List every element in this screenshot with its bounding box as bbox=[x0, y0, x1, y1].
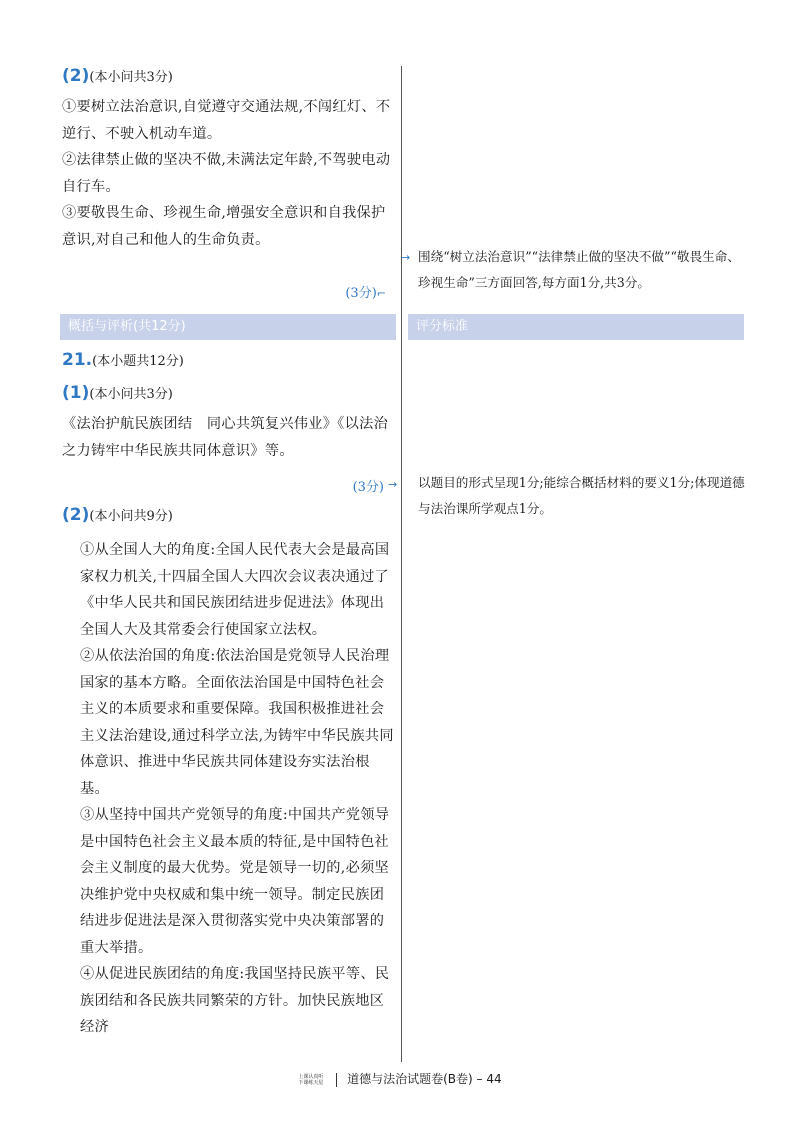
q21-title: (本小题共12分) bbox=[92, 354, 184, 369]
q21-part2-paragraph-2: ②从依法治国的角度:依法治国是党领导人民治理国家的基本方略。全面依法治国是中国特色社会主义的本质要求和重要保障。我国积极推进社会主义法治建设,通过科学立法,为铸牢中华民族共同体意识、推进中华民族共同体建设夯实法治根基。 bbox=[80, 648, 394, 797]
section-band-right: 评分标准 bbox=[408, 314, 744, 340]
part2-title: (本小问共3分) bbox=[89, 70, 173, 85]
part2-scoring-note bbox=[418, 244, 748, 296]
arrow-icon: ⌐ bbox=[376, 287, 386, 300]
q21-part2-number: (2) bbox=[62, 505, 90, 525]
q21-part1-number: (1) bbox=[62, 383, 90, 403]
footer-logo bbox=[298, 1074, 326, 1086]
footer-logo-line1: 上课认真听 bbox=[298, 1073, 324, 1080]
q21-part1-score: (3分) bbox=[352, 480, 384, 495]
q21-part1-answer bbox=[62, 411, 396, 464]
q21-number: 21. bbox=[62, 350, 93, 370]
part2-score-text: (3分) bbox=[345, 286, 377, 301]
part2-note-text: 围绕“树立法治意识”“法律禁止做的坚决不做”“敬畏生命、珍视生命”三方面回答,每方面1分,共3分。 bbox=[418, 249, 740, 290]
part2-paragraph-3: ③要敬畏生命、珍视生命,增强安全意识和自我保护意识,对自己和他人的生命负责。 bbox=[62, 205, 386, 248]
q21-part2-answer bbox=[80, 537, 396, 1041]
q21-part1-note-text: 以题目的形式呈现1分;能综合概括材料的要义1分;体现道德与法治课所学观点1分。 bbox=[418, 475, 745, 516]
q21-part2-paragraph-3: ③从坚持中国共产党领导的角度:中国共产党领导是中国特色社会主义最本质的特征,是中国特色社会主义制度的最大优势。党是领导一切的,必须坚决维护党中央权威和集中统一领导。制定民族团结进步促进法是深入贯彻落实党中央决策部署的重大举措。 bbox=[80, 807, 390, 956]
part2-number: (2) bbox=[62, 66, 90, 86]
q21-part2-paragraph-1: ①从全国人大的角度:全国人民代表大会是最高国家权力机关,十四届全国人大四次会议表决通过了《中华人民共和国民族团结进步促进法》体现出全国人大及其常委会行使国家立法权。 bbox=[80, 542, 390, 638]
part2-paragraph-2: ②法律禁止做的坚决不做,未满法定年龄,不驾驶电动自行车。 bbox=[62, 152, 391, 195]
q21-part2-heading bbox=[62, 505, 396, 525]
q21-part1-scoring-note bbox=[418, 470, 748, 522]
page-number: – 44 bbox=[476, 1072, 502, 1086]
footer-separator bbox=[336, 1073, 337, 1087]
part2-score bbox=[300, 282, 386, 301]
section-band-left: 概括与评析(共12分) bbox=[60, 314, 396, 340]
footer-logo-line2: 下课练天星 bbox=[298, 1079, 324, 1086]
q21-part1-title: (本小问共3分) bbox=[89, 387, 173, 402]
q21-part2-paragraph-4: ④从促进民族团结的角度:我国坚持民族平等、民族团结和各民族共同繁荣的方针。加快民族地区经济 bbox=[80, 966, 390, 1035]
q21-heading bbox=[62, 350, 396, 370]
part2-heading bbox=[62, 66, 396, 86]
part2-paragraph-1: ①要树立法治意识,自觉遵守交通法规,不闯红灯、不逆行、不驶入机动车道。 bbox=[62, 99, 391, 142]
q21-part1-paragraph-1: 《法治护航民族团结 同心共筑复兴伟业》《以法治之力铸牢中华民族共同体意识》等。 bbox=[62, 416, 389, 459]
part2-answer bbox=[62, 94, 396, 253]
column-divider bbox=[401, 66, 402, 1062]
q21-part2-title: (本小问共9分) bbox=[89, 509, 173, 524]
page-footer bbox=[0, 1070, 800, 1087]
arrow-right-icon: → bbox=[388, 478, 398, 491]
arrow-right-icon: → bbox=[401, 251, 411, 264]
q21-part1-heading bbox=[62, 383, 396, 403]
footer-title: 道德与法治试题卷(B卷) bbox=[347, 1072, 473, 1086]
